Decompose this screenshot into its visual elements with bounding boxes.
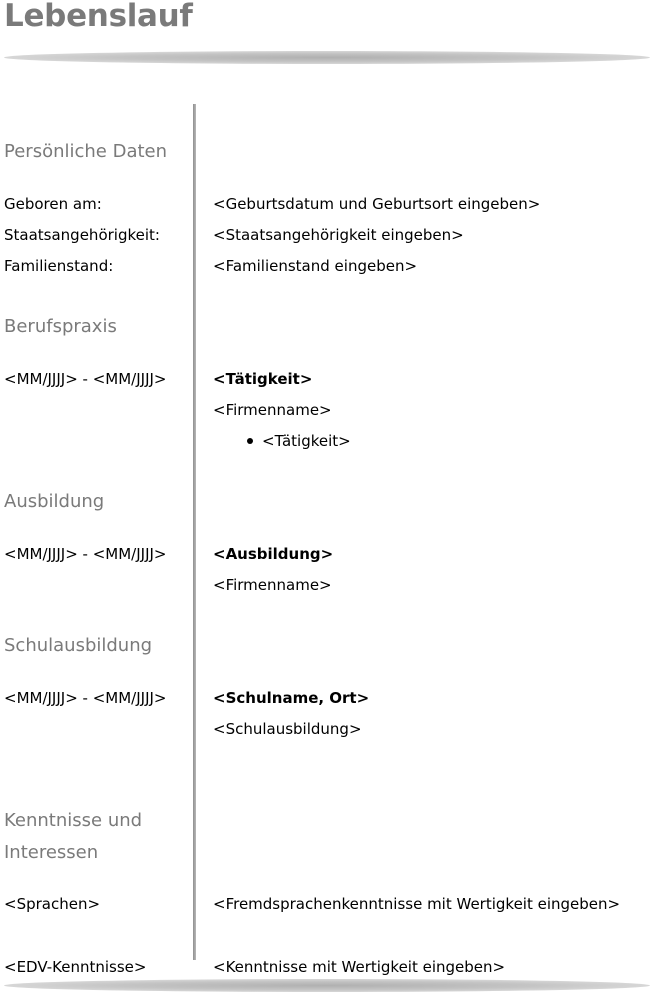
- bottom-divider: [4, 979, 650, 992]
- label-languages: <Sprachen>: [4, 895, 101, 913]
- page-title: Lebenslauf: [4, 0, 193, 34]
- vertical-divider: [193, 104, 196, 960]
- label-it-skills: <EDV-Kenntnisse>: [4, 958, 147, 976]
- section-heading-skills-line2: Interessen: [4, 842, 99, 863]
- section-heading-training: Ausbildung: [4, 491, 105, 512]
- value-marital-status: <Familienstand eingeben>: [213, 257, 418, 275]
- label-birth: Geboren am:: [4, 195, 102, 213]
- bullet-icon: [247, 438, 253, 444]
- experience-role: <Tätigkeit>: [213, 370, 313, 388]
- school-detail: <Schulausbildung>: [213, 720, 362, 738]
- training-period: <MM/JJJJ> - <MM/JJJJ>: [4, 545, 167, 563]
- section-heading-school: Schulausbildung: [4, 635, 153, 656]
- section-heading-personal: Persönliche Daten: [4, 141, 168, 162]
- experience-bullet-item: [247, 432, 351, 450]
- experience-bullet-text: <Tätigkeit>: [262, 432, 351, 450]
- section-heading-experience: Berufspraxis: [4, 316, 117, 337]
- section-heading-skills-line1: Kenntnisse und: [4, 810, 143, 831]
- value-languages: <Fremdsprachenkenntnisse mit Wertigkeit eingeben>: [213, 895, 621, 913]
- top-divider: [4, 51, 650, 64]
- experience-period: <MM/JJJJ> - <MM/JJJJ>: [4, 370, 167, 388]
- value-birth: <Geburtsdatum und Geburtsort eingeben>: [213, 195, 541, 213]
- training-title: <Ausbildung>: [213, 545, 334, 563]
- value-it-skills: <Kenntnisse mit Wertigkeit eingeben>: [213, 958, 506, 976]
- label-nationality: Staatsangehörigkeit:: [4, 226, 160, 244]
- school-period: <MM/JJJJ> - <MM/JJJJ>: [4, 689, 167, 707]
- training-company: <Firmenname>: [213, 576, 332, 594]
- label-marital-status: Familienstand:: [4, 257, 114, 275]
- school-name: <Schulname, Ort>: [213, 689, 370, 707]
- experience-company: <Firmenname>: [213, 401, 332, 419]
- value-nationality: <Staatsangehörigkeit eingeben>: [213, 226, 464, 244]
